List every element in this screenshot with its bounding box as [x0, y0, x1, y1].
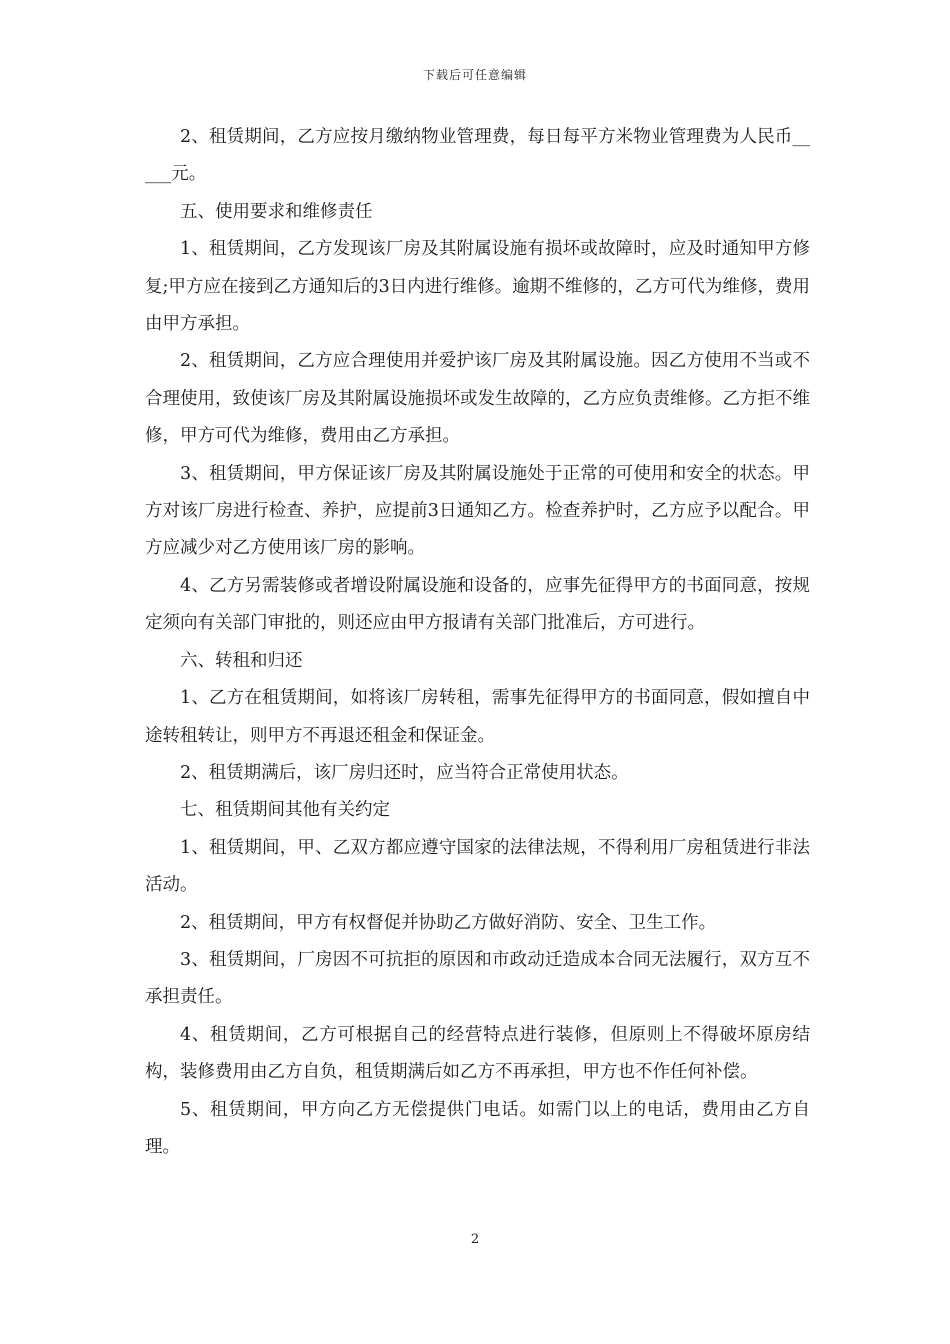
page-number: 2 [470, 1232, 480, 1247]
document-body [145, 119, 810, 1166]
paragraph-return-condition: 2、租赁期满后，该厂房归还时，应当符合正常使用状态。 [180, 762, 629, 783]
paragraph-sublease: 1、乙方在租赁期间，如将该厂房转租，需事先征得甲方的书面同意，假如擅自中途转租转让，则甲方不再退还租金和保证金。 [145, 688, 810, 746]
paragraph-renovation-approval: 4、乙方另需装修或者增设附属设施和设备的，应事先征得甲方的书面同意，按规定须向有关部门审批的，则还应由甲方报请有关部门批准后，方可进行。 [145, 575, 810, 634]
paragraph-telephone: 5、租赁期间，甲方向乙方无偿提供门电话。如需门以上的电话，费用由乙方自理。 [145, 1099, 810, 1157]
paragraph-damage-notice: 1、租赁期间，乙方发现该厂房及其附属设施有损坏或故障时，应及时通知甲方修复;甲方应在接到乙方通知后的3日内进行维修。逾期不维修的，乙方可代为维修，费用由甲方承担。 [145, 239, 810, 335]
section-heading-other-terms: 七、租赁期间其他有关约定 [180, 800, 390, 821]
paragraph-property-fee: 2、租赁期间，乙方应按月缴纳物业管理费，每日每平方米物业管理费为人民币_____元。 [145, 127, 810, 185]
paragraph-fire-safety: 2、租赁期间，甲方有权督促并协助乙方做好消防、安全、卫生工作。 [180, 912, 717, 933]
paragraph-safety-inspection: 3、租赁期间，甲方保证该厂房及其附属设施处于正常的可使用和安全的状态。甲方对该厂房进行检查、养护，应提前3日通知乙方。检查养护时，乙方应予以配合。甲方应减少对乙方使用该厂房的影响。 [145, 463, 810, 559]
paragraph-force-majeure: 3、租赁期间，厂房因不可抗拒的原因和市政动迁造成本合同无法履行，双方互不承担责任。 [145, 949, 810, 1008]
paragraph-decoration: 4、租赁期间，乙方可根据自己的经营特点进行装修，但原则上不得破坏原房结构，装修费用由乙方自负，租赁期满后如乙方不再承担，甲方也不作任何补偿。 [145, 1024, 810, 1083]
section-heading-usage-maintenance: 五、使用要求和维修责任 [180, 201, 373, 222]
section-heading-sublease-return: 六、转租和归还 [180, 650, 303, 671]
paragraph-proper-use: 2、租赁期间，乙方应合理使用并爱护该厂房及其附属设施。因乙方使用不当或不合理使用，致使该厂房及其附属设施损坏或发生故障的，乙方应负责维修。乙方拒不维修，甲方可代为维修，费用由乙方承担。 [145, 351, 810, 447]
paragraph-legal-compliance: 1、租赁期间，甲、乙双方都应遵守国家的法律法规，不得利用厂房租赁进行非法活动。 [145, 837, 810, 896]
page-header: 下载后可任意编辑 [422, 68, 527, 82]
